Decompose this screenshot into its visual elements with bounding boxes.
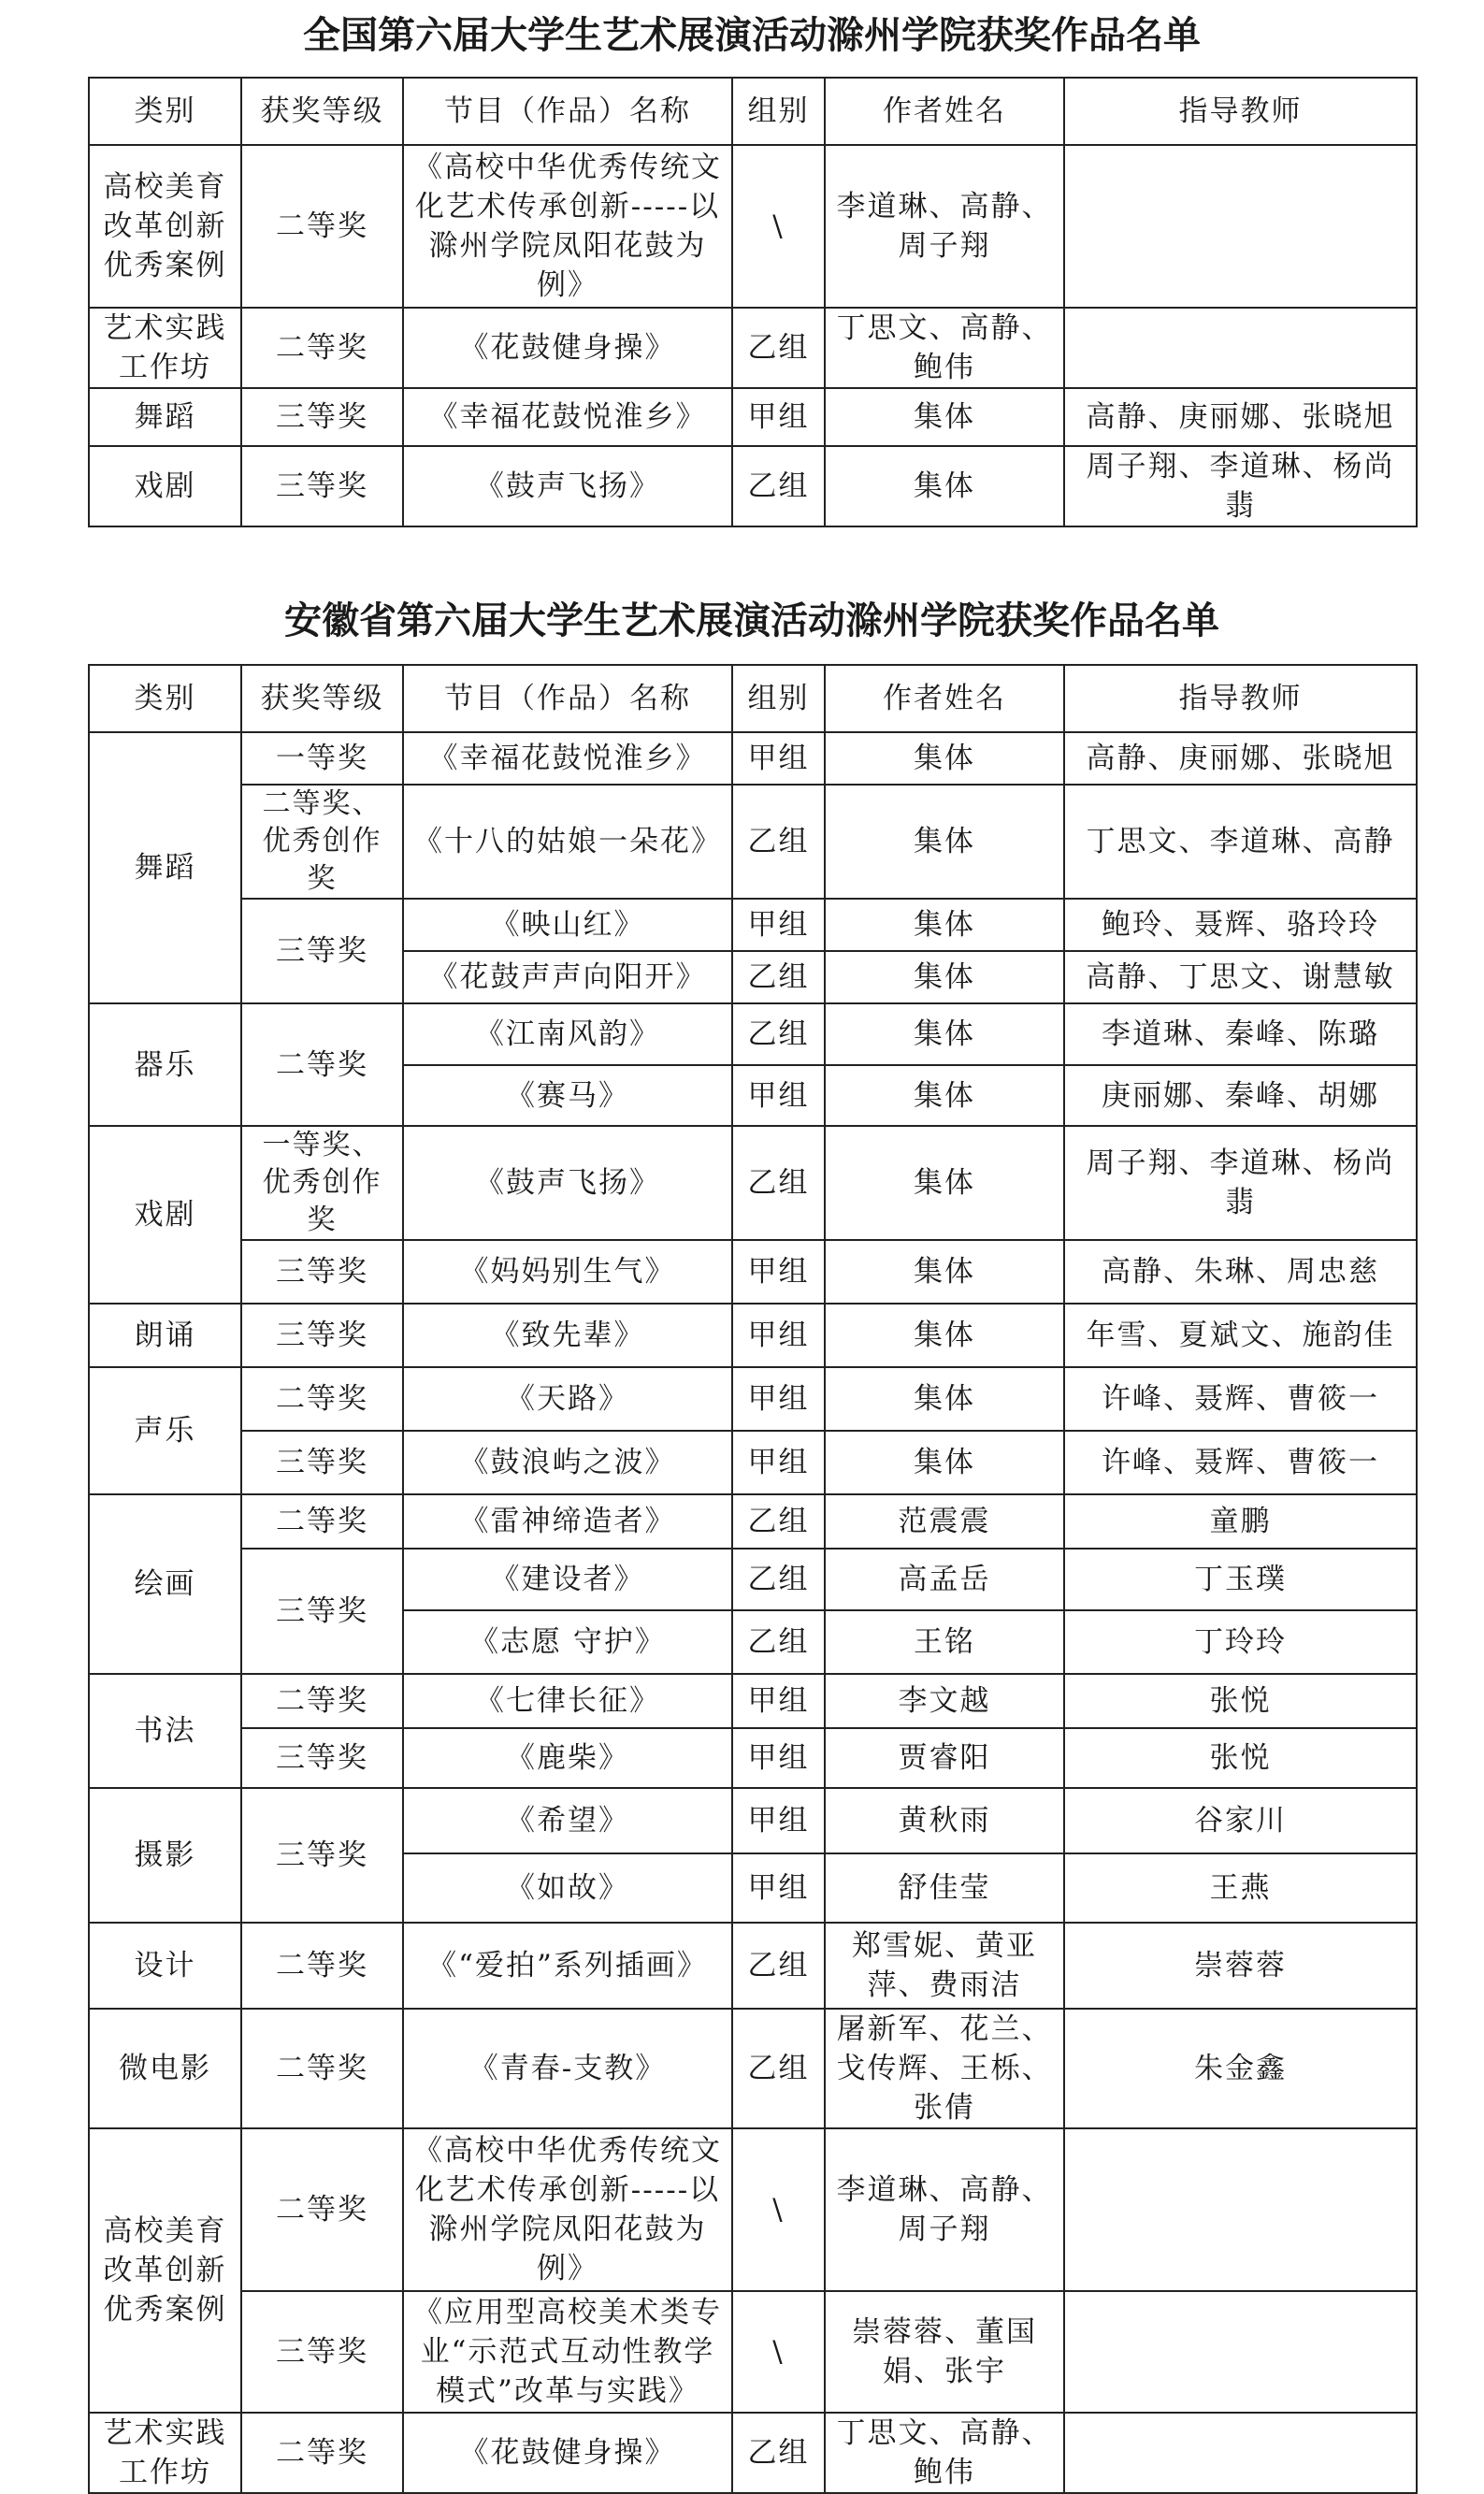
category-cell: 摄影 [89, 1788, 241, 1923]
level-cell: 二等奖 [241, 1367, 403, 1431]
teacher-cell: 年雪、夏斌文、施韵佳 [1064, 1304, 1417, 1367]
level-cell: 二等奖 [241, 1494, 403, 1549]
author-cell: 集体 [825, 1126, 1064, 1240]
author-cell: 高孟岳 [825, 1549, 1064, 1610]
work-cell: 《建设者》 [403, 1549, 732, 1610]
level-cell: 三等奖 [241, 446, 403, 526]
author-cell: 黄秋雨 [825, 1788, 1064, 1853]
teacher-cell [1064, 145, 1417, 308]
level-cell: 二等奖 [241, 2128, 403, 2291]
group-cell: 甲组 [732, 1728, 825, 1788]
author-cell: 集体 [825, 785, 1064, 899]
group-cell: 乙组 [732, 1003, 825, 1065]
teacher-cell: 丁思文、李道琳、高静 [1064, 785, 1417, 899]
header-group: 组别 [732, 665, 825, 732]
group-cell: \ [732, 2291, 825, 2413]
table-header-row [89, 78, 1417, 145]
teacher-cell: 王燕 [1064, 1853, 1417, 1923]
level-cell: 二等奖 [241, 1003, 403, 1126]
level-cell: 三等奖 [241, 1431, 403, 1494]
group-cell: 甲组 [732, 1240, 825, 1304]
work-cell: 《志愿 守护》 [403, 1610, 732, 1674]
author-cell: 崇蓉蓉、董国娟、张宇 [825, 2291, 1064, 2413]
table-row [89, 785, 1417, 899]
teacher-cell: 崇蓉蓉 [1064, 1923, 1417, 2009]
level-cell: 三等奖 [241, 2291, 403, 2413]
header-teacher: 指导教师 [1064, 78, 1417, 145]
work-cell: 《应用型高校美术类专业“示范式互动性教学模式”改革与实践》 [403, 2291, 732, 2413]
author-cell: 丁思文、高静、鲍伟 [825, 2413, 1064, 2493]
header-category: 类别 [89, 665, 241, 732]
work-cell: 《高校中华优秀传统文化艺术传承创新-----以滁州学院凤阳花鼓为例》 [403, 2128, 732, 2291]
teacher-cell [1064, 2413, 1417, 2493]
header-work: 节目（作品）名称 [403, 665, 732, 732]
category-cell: 舞蹈 [89, 732, 241, 1003]
work-cell: 《花鼓声声向阳开》 [403, 951, 732, 1003]
teacher-cell: 周子翔、李道琳、杨尚翡 [1064, 1126, 1417, 1240]
group-cell: 乙组 [732, 1610, 825, 1674]
teacher-cell: 朱金鑫 [1064, 2009, 1417, 2128]
teacher-cell: 高静、朱琳、周忠慈 [1064, 1240, 1417, 1304]
teacher-cell: 许峰、聂辉、曹筱一 [1064, 1367, 1417, 1431]
category-cell: 朗诵 [89, 1304, 241, 1367]
work-cell: 《幸福花鼓悦淮乡》 [403, 388, 732, 446]
table-row [89, 1549, 1417, 1610]
group-cell: 乙组 [732, 1126, 825, 1240]
table-row [89, 1923, 1417, 2009]
teacher-cell: 张悦 [1064, 1728, 1417, 1788]
author-cell: 李道琳、高静、周子翔 [825, 2128, 1064, 2291]
level-cell: 二等奖 [241, 1923, 403, 2009]
group-cell: 乙组 [732, 308, 825, 388]
work-cell: 《雷神缔造者》 [403, 1494, 732, 1549]
header-teacher: 指导教师 [1064, 665, 1417, 732]
level-cell: 一等奖、优秀创作奖 [241, 1126, 403, 1240]
work-cell: 《高校中华优秀传统文化艺术传承创新-----以滁州学院凤阳花鼓为例》 [403, 145, 732, 308]
work-cell: 《妈妈别生气》 [403, 1240, 732, 1304]
author-cell: 集体 [825, 899, 1064, 951]
author-cell: 集体 [825, 1367, 1064, 1431]
category-cell: 书法 [89, 1674, 241, 1788]
work-cell: 《鼓声飞扬》 [403, 446, 732, 526]
level-cell: 二等奖、优秀创作奖 [241, 785, 403, 899]
group-cell: 乙组 [732, 951, 825, 1003]
category-cell: 声乐 [89, 1367, 241, 1494]
work-cell: 《花鼓健身操》 [403, 2413, 732, 2493]
teacher-cell: 张悦 [1064, 1674, 1417, 1728]
group-cell: 甲组 [732, 1674, 825, 1728]
work-cell: 《青春-支教》 [403, 2009, 732, 2128]
group-cell: 乙组 [732, 785, 825, 899]
teacher-cell: 丁玲玲 [1064, 1610, 1417, 1674]
teacher-cell: 丁玉璞 [1064, 1549, 1417, 1610]
table-row [89, 2128, 1417, 2291]
table-row [89, 1788, 1417, 1853]
work-cell: 《江南风韵》 [403, 1003, 732, 1065]
table-row [89, 446, 1417, 526]
author-cell: 集体 [825, 1003, 1064, 1065]
category-cell: 艺术实践工作坊 [89, 2413, 241, 2493]
teacher-cell [1064, 308, 1417, 388]
level-cell: 三等奖 [241, 1788, 403, 1923]
group-cell: \ [732, 2128, 825, 2291]
table-row [89, 899, 1417, 951]
national-awards-table [88, 77, 1418, 527]
group-cell: 甲组 [732, 1431, 825, 1494]
level-cell: 一等奖 [241, 732, 403, 785]
table-row [89, 1674, 1417, 1728]
author-cell: 集体 [825, 446, 1064, 526]
table-row [89, 1431, 1417, 1494]
author-cell: 集体 [825, 1304, 1064, 1367]
group-cell: 乙组 [732, 446, 825, 526]
work-cell: 《希望》 [403, 1788, 732, 1853]
table-row [89, 1126, 1417, 1240]
work-cell: 《鼓声飞扬》 [403, 1126, 732, 1240]
table-row [89, 1728, 1417, 1788]
group-cell: \ [732, 145, 825, 308]
author-cell: 贾睿阳 [825, 1728, 1064, 1788]
category-cell: 高校美育改革创新优秀案例 [89, 145, 241, 308]
teacher-cell: 谷家川 [1064, 1788, 1417, 1853]
header-author: 作者姓名 [825, 78, 1064, 145]
work-cell: 《如故》 [403, 1853, 732, 1923]
level-cell: 二等奖 [241, 2413, 403, 2493]
author-cell: 郑雪妮、黄亚萍、费雨洁 [825, 1923, 1064, 2009]
category-cell: 舞蹈 [89, 388, 241, 446]
category-cell: 微电影 [89, 2009, 241, 2128]
table-row [89, 732, 1417, 785]
author-cell: 集体 [825, 951, 1064, 1003]
table-row [89, 308, 1417, 388]
author-cell: 丁思文、高静、鲍伟 [825, 308, 1064, 388]
category-cell: 戏剧 [89, 446, 241, 526]
level-cell: 三等奖 [241, 899, 403, 1003]
group-cell: 乙组 [732, 1494, 825, 1549]
category-cell: 戏剧 [89, 1126, 241, 1304]
table-row [89, 1304, 1417, 1367]
header-author: 作者姓名 [825, 665, 1064, 732]
work-cell: 《花鼓健身操》 [403, 308, 732, 388]
teacher-cell [1064, 2291, 1417, 2413]
group-cell: 乙组 [732, 1923, 825, 2009]
table-header-row [89, 665, 1417, 732]
table-row [89, 388, 1417, 446]
work-cell: 《十八的姑娘一朵花》 [403, 785, 732, 899]
work-cell: 《致先辈》 [403, 1304, 732, 1367]
level-cell: 二等奖 [241, 145, 403, 308]
teacher-cell: 高静、庚丽娜、张晓旭 [1064, 388, 1417, 446]
work-cell: 《鼓浪屿之波》 [403, 1431, 732, 1494]
category-cell: 绘画 [89, 1494, 241, 1674]
level-cell: 二等奖 [241, 2009, 403, 2128]
table-row [89, 2413, 1417, 2493]
author-cell: 屠新军、花兰、戈传辉、王栎、张倩 [825, 2009, 1064, 2128]
header-level: 获奖等级 [241, 78, 403, 145]
author-cell: 集体 [825, 1065, 1064, 1126]
level-cell: 三等奖 [241, 388, 403, 446]
header-work: 节目（作品）名称 [403, 78, 732, 145]
group-cell: 甲组 [732, 1065, 825, 1126]
level-cell: 三等奖 [241, 1240, 403, 1304]
teacher-cell: 庚丽娜、秦峰、胡娜 [1064, 1065, 1417, 1126]
group-cell: 乙组 [732, 2009, 825, 2128]
work-cell: 《天路》 [403, 1367, 732, 1431]
teacher-cell: 许峰、聂辉、曹筱一 [1064, 1431, 1417, 1494]
table-row [89, 1494, 1417, 1549]
category-cell: 设计 [89, 1923, 241, 2009]
author-cell: 王铭 [825, 1610, 1064, 1674]
work-cell: 《映山红》 [403, 899, 732, 951]
level-cell: 二等奖 [241, 1674, 403, 1728]
group-cell: 甲组 [732, 388, 825, 446]
group-cell: 甲组 [732, 1788, 825, 1853]
level-cell: 三等奖 [241, 1304, 403, 1367]
table-row [89, 145, 1417, 308]
teacher-cell: 李道琳、秦峰、陈璐 [1064, 1003, 1417, 1065]
author-cell: 舒佳莹 [825, 1853, 1064, 1923]
table-row [89, 2009, 1417, 2128]
work-cell: 《“爱拍”系列插画》 [403, 1923, 732, 2009]
table-row [89, 1367, 1417, 1431]
level-cell: 三等奖 [241, 1728, 403, 1788]
table-row [89, 2291, 1417, 2413]
teacher-cell: 高静、丁思文、谢慧敏 [1064, 951, 1417, 1003]
group-cell: 乙组 [732, 2413, 825, 2493]
author-cell: 集体 [825, 1240, 1064, 1304]
group-cell: 甲组 [732, 732, 825, 785]
provincial-awards-table [88, 664, 1418, 2494]
work-cell: 《赛马》 [403, 1065, 732, 1126]
group-cell: 甲组 [732, 899, 825, 951]
author-cell: 李文越 [825, 1674, 1064, 1728]
category-cell: 艺术实践工作坊 [89, 308, 241, 388]
group-cell: 甲组 [732, 1304, 825, 1367]
teacher-cell: 高静、庚丽娜、张晓旭 [1064, 732, 1417, 785]
header-category: 类别 [89, 78, 241, 145]
author-cell: 范震震 [825, 1494, 1064, 1549]
author-cell: 集体 [825, 388, 1064, 446]
table-row [89, 1003, 1417, 1065]
level-cell: 三等奖 [241, 1549, 403, 1674]
group-cell: 甲组 [732, 1367, 825, 1431]
author-cell: 李道琳、高静、周子翔 [825, 145, 1064, 308]
teacher-cell [1064, 2128, 1417, 2291]
table-row [89, 1240, 1417, 1304]
work-cell: 《鹿柴》 [403, 1728, 732, 1788]
work-cell: 《幸福花鼓悦淮乡》 [403, 732, 732, 785]
group-cell: 乙组 [732, 1549, 825, 1610]
category-cell: 高校美育改革创新优秀案例 [89, 2128, 241, 2413]
level-cell: 二等奖 [241, 308, 403, 388]
author-cell: 集体 [825, 732, 1064, 785]
header-group: 组别 [732, 78, 825, 145]
group-cell: 甲组 [732, 1853, 825, 1923]
national-title: 全国第六届大学生艺术展演活动滁州学院获奖作品名单 [303, 13, 1201, 57]
author-cell: 集体 [825, 1431, 1064, 1494]
teacher-cell: 周子翔、李道琳、杨尚翡 [1064, 446, 1417, 526]
teacher-cell: 童鹏 [1064, 1494, 1417, 1549]
teacher-cell: 鲍玲、聂辉、骆玲玲 [1064, 899, 1417, 951]
provincial-title: 安徽省第六届大学生艺术展演活动滁州学院获奖作品名单 [284, 598, 1219, 642]
header-level: 获奖等级 [241, 665, 403, 732]
category-cell: 器乐 [89, 1003, 241, 1126]
work-cell: 《七律长征》 [403, 1674, 732, 1728]
